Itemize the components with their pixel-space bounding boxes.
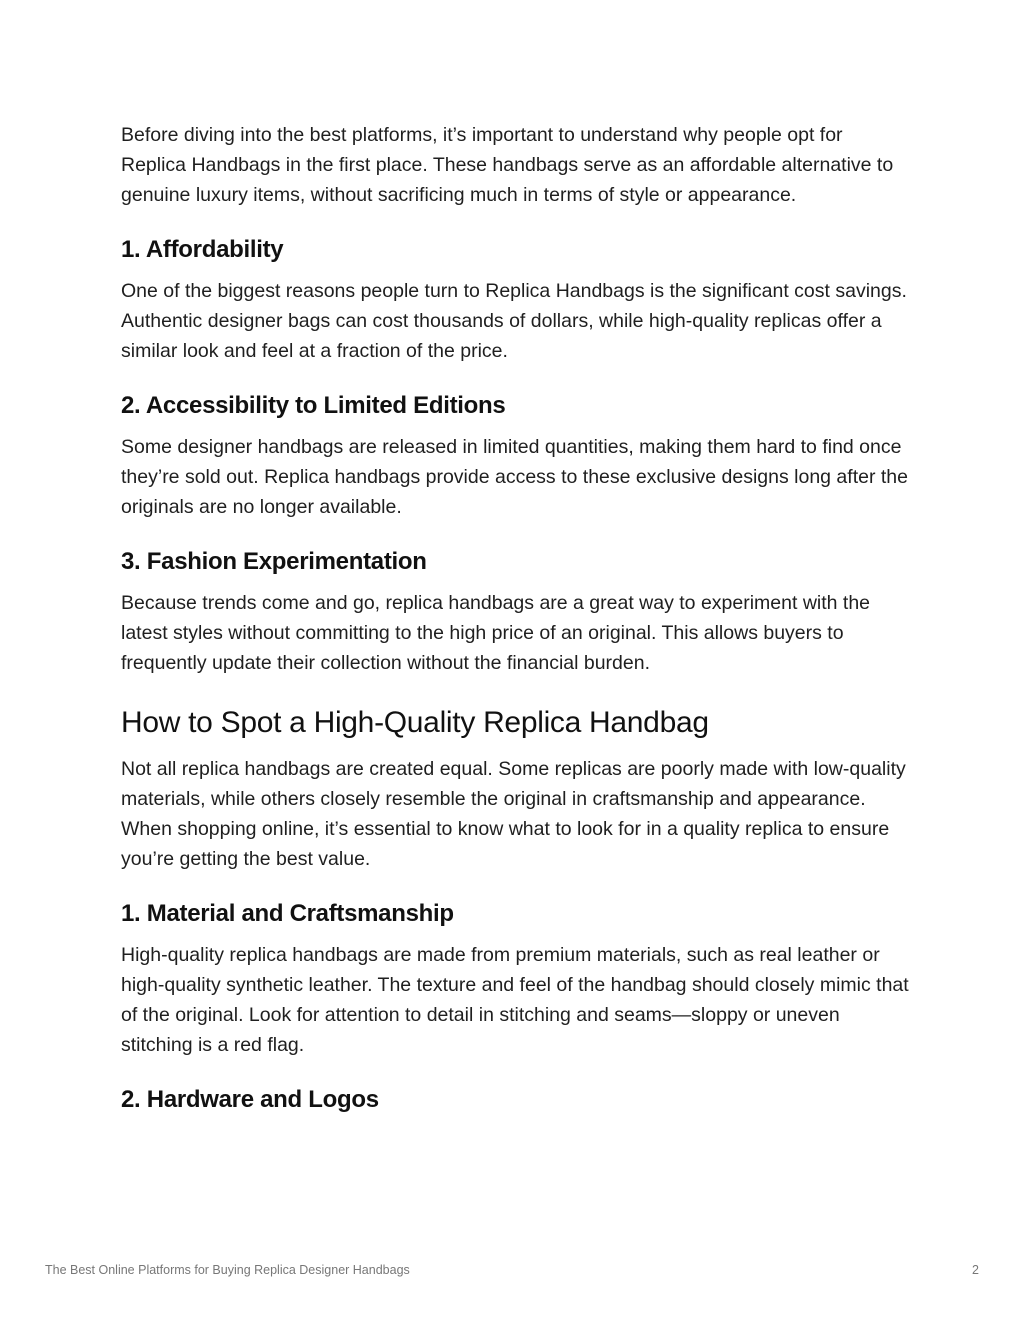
document-body — [121, 120, 911, 1115]
footer-title: The Best Online Platforms for Buying Replica Designer Handbags — [45, 1263, 410, 1277]
heading-fashion-experimentation: 3. Fashion Experimentation — [121, 548, 427, 575]
heading-affordability: 1. Affordability — [121, 236, 284, 263]
section-title: How to Spot a High-Quality Replica Handbag — [121, 706, 709, 739]
paragraph-material-craftsmanship: High-quality replica handbags are made from premium materials, such as real leather or high-quality synthetic leather. The texture and feel of the handbag should closely mimic that of the original. Look for attention to detail in stitching and seams—sloppy or uneven stitching is a red flag. — [121, 944, 909, 1056]
page-number: 2 — [972, 1263, 979, 1277]
paragraph-affordability: One of the biggest reasons people turn to Replica Handbags is the significant cost savings. Authentic designer bags can cost thousands of dollars, while high-quality replicas offer a similar look and feel at a fraction of the price. — [121, 280, 907, 362]
section-intro-paragraph: Not all replica handbags are created equal. Some replicas are poorly made with low-quality materials, while others closely resemble the original in craftsmanship and appearance. When shopping online, it’s essential to know what to look for in a quality replica to ensure you’re getting the best value. — [121, 758, 906, 870]
heading-material-craftsmanship: 1. Material and Craftsmanship — [121, 900, 454, 927]
paragraph-limited-editions: Some designer handbags are released in limited quantities, making them hard to find once they’re sold out. Replica handbags provide access to these exclusive designs long after the originals are no longer available. — [121, 436, 908, 518]
page-footer — [45, 1263, 979, 1277]
heading-limited-editions: 2. Accessibility to Limited Editions — [121, 392, 506, 419]
paragraph-fashion-experimentation: Because trends come and go, replica handbags are a great way to experiment with the latest styles without committing to the high price of an original. This allows buyers to frequently update their collection without the financial burden. — [121, 592, 871, 674]
heading-hardware-logos: 2. Hardware and Logos — [121, 1086, 379, 1113]
intro-paragraph: Before diving into the best platforms, it’s important to understand why people opt for Replica Handbags in the first place. These handbags serve as an affordable alternative to genuine luxury items, without sacrificing much in terms of style or appearance. — [121, 124, 894, 206]
